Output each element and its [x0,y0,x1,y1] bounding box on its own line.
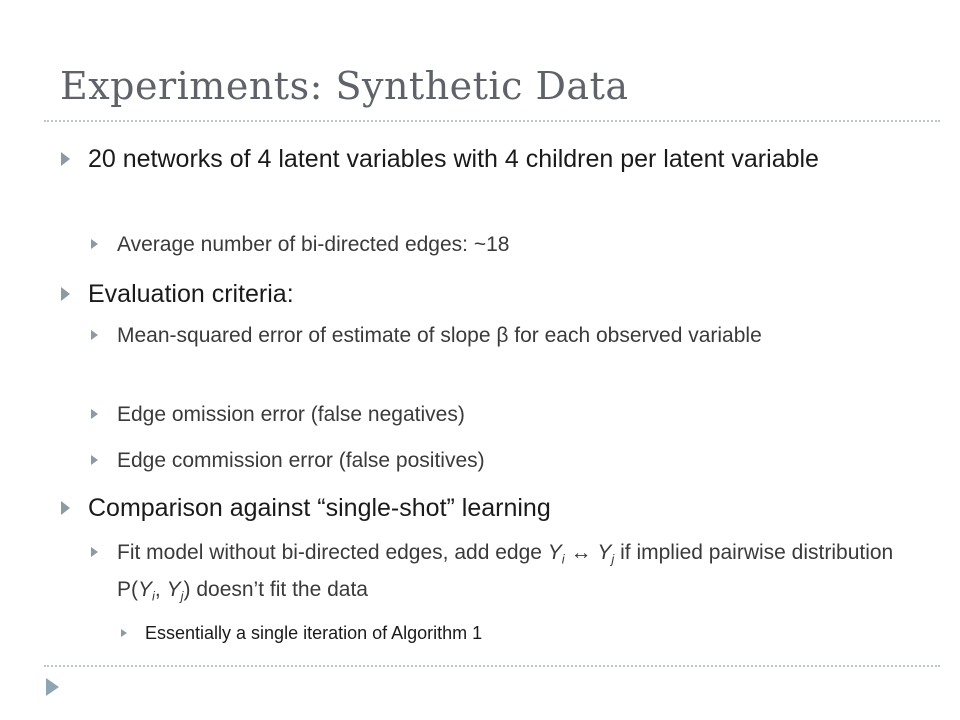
text-part: Fit model without bi-directed edges, add edge [117,541,548,564]
text-part: , [154,577,167,601]
bullet-text: Edge commission error (false positives) [117,449,485,472]
bullet-text: Essentially a single iteration of Algorithm 1 [145,623,483,643]
title-divider [44,120,940,122]
subscript-j: j [180,588,184,604]
bullet-arrow-icon [91,330,98,340]
footer-divider [44,665,940,667]
var-y: Y [138,577,153,601]
bullet-arrow-icon [121,629,127,637]
text-part: if implied pairwise distribution P( [117,541,894,601]
var-y: Y [547,541,562,564]
var-y: Y [166,577,181,601]
bullet-evaluation-criteria [88,277,908,311]
bullet-arrow-icon [91,239,98,249]
bullet-text: Average number of bi-directed edges: ~18 [117,233,510,256]
bullet-arrow-icon [91,455,98,465]
subscript-j: j [611,551,615,567]
sub-bullet-commission [117,446,897,476]
bullet-text: Edge omission error (false negatives) [117,403,465,426]
bullet-comparison [88,491,908,525]
bullet-arrow-icon [91,547,98,557]
var-y: Y [597,541,612,564]
sub-bullet-omission [117,400,897,430]
subscript-i: i [561,551,565,567]
sub-sub-bullet-single-iteration [145,620,895,646]
sub-bullet-mse [117,321,897,351]
bullet-networks [88,142,908,176]
bullet-text [117,541,894,604]
bullet-text: Mean-squared error of estimate of slope β for each observed variable [117,324,762,347]
subscript-i: i [152,588,155,604]
bullet-arrow-icon [91,409,98,419]
bullet-text: 20 networks of 4 latent variables with 4 children per latent variable [88,145,819,173]
sub-bullet-fit-model [117,538,897,611]
sub-bullet-average-edges [117,230,897,260]
bidirected-arrow: ↔ [564,541,598,564]
footer-arrow-icon [46,678,59,696]
bullet-arrow-icon [61,287,70,301]
text-part: ) doesn’t fit the data [183,577,368,601]
bullet-text: Comparison against “single-shot” learning [88,494,551,522]
bullet-arrow-icon [61,501,70,515]
slide-title: Experiments: Synthetic Data [60,64,629,108]
bullet-arrow-icon [61,152,70,166]
bullet-text: Evaluation criteria: [88,280,294,308]
